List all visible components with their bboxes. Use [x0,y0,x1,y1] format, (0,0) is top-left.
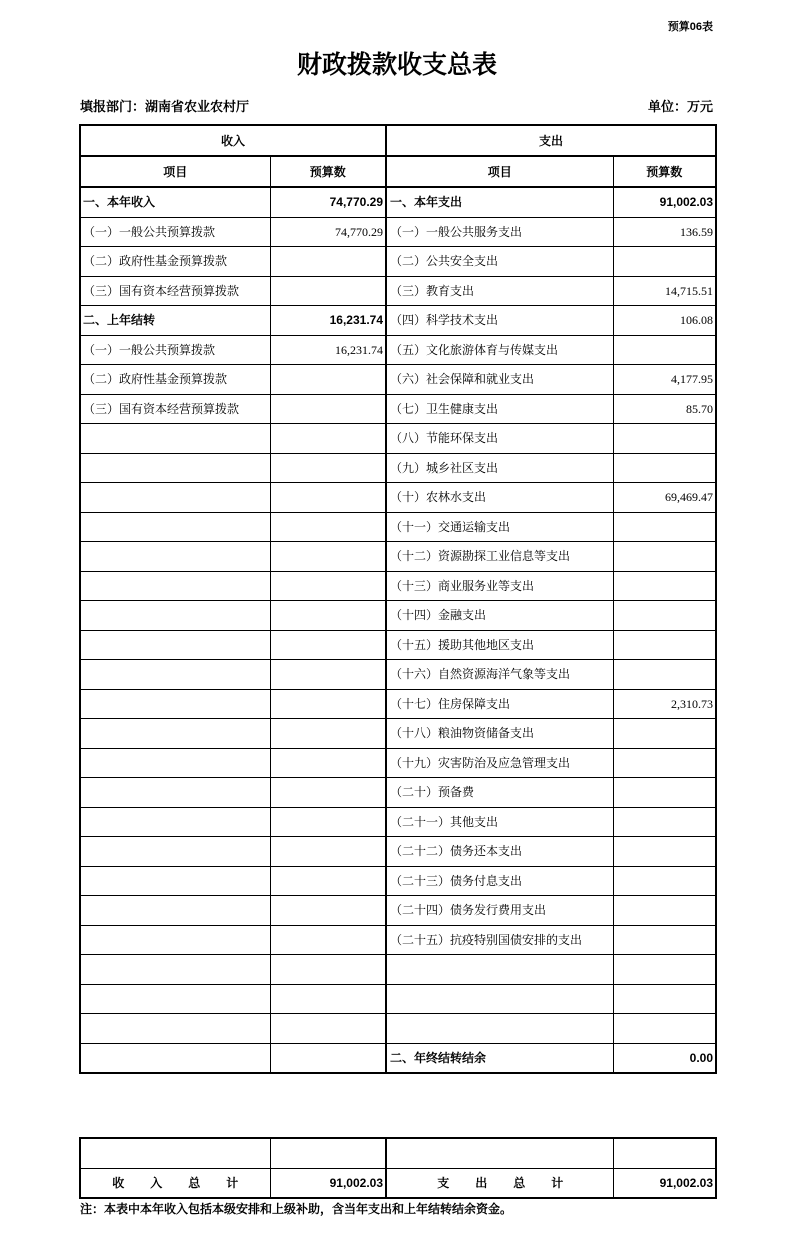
table-row [80,807,716,837]
income-item-cell: （三）国有资本经营预算拨款 [80,276,270,306]
income-item-cell [80,571,270,601]
expense-amount-cell [613,955,716,985]
income-amount-cell [270,660,386,690]
table-row [80,306,716,336]
expense-amount-cell [613,778,716,808]
income-amount-cell: 74,770.29 [270,187,386,217]
expense-item-cell: （八）节能环保支出 [386,424,613,454]
table-row [80,512,716,542]
table-row [80,571,716,601]
page-title: 财政拨款收支总表 [296,51,497,79]
empty-cell [613,1138,716,1168]
expense-item-cell: （九）城乡社区支出 [386,453,613,483]
income-amount-cell [270,866,386,896]
table-row [80,424,716,454]
budget-table [79,124,717,1074]
table-row [80,984,716,1014]
expense-item-cell: （十八）粮油物资储备支出 [386,719,613,749]
income-amount-cell [270,630,386,660]
empty-cell [270,1138,386,1168]
income-item-cell [80,483,270,513]
table-row [80,601,716,631]
expense-item-cell: （二十三）债务付息支出 [386,866,613,896]
table-row [80,689,716,719]
income-item-cell: 二、上年结转 [80,306,270,336]
income-amount-cell [270,925,386,955]
income-total-value: 91,002.03 [270,1168,386,1198]
income-amount-cell [270,424,386,454]
table-row [80,247,716,277]
income-item-cell [80,955,270,985]
income-amount-cell [270,247,386,277]
table-row [80,896,716,926]
income-amount-cell [270,955,386,985]
income-item-cell: （二）政府性基金预算拨款 [80,247,270,277]
income-item-cell: （一）一般公共预算拨款 [80,217,270,247]
table-row [80,365,716,395]
expense-item-cell [386,984,613,1014]
expense-item-cell: （七）卫生健康支出 [386,394,613,424]
expense-item-cell: （十五）援助其他地区支出 [386,630,613,660]
expense-amount-cell [613,630,716,660]
income-item-cell [80,778,270,808]
income-amount-cell [270,984,386,1014]
expense-amount-cell [613,748,716,778]
expense-item-cell [386,955,613,985]
income-item-cell [80,925,270,955]
expense-total-value: 91,002.03 [613,1168,716,1198]
table-row [80,1043,716,1073]
expense-amount-cell: 91,002.03 [613,187,716,217]
income-amount-cell [270,601,386,631]
income-amount-cell [270,571,386,601]
income-section-header: 收入 [80,125,386,156]
income-item-cell [80,837,270,867]
income-amount-cell [270,748,386,778]
expense-item-cell: （十三）商业服务业等支出 [386,571,613,601]
expense-item-cell: （十九）灾害防治及应急管理支出 [386,748,613,778]
income-amount-cell: 74,770.29 [270,217,386,247]
income-amount-cell [270,778,386,808]
expense-item-cell: （十四）金融支出 [386,601,613,631]
expense-amount-cell [613,571,716,601]
income-amount-cell: 16,231.74 [270,335,386,365]
expense-item-cell: （六）社会保障和就业支出 [386,365,613,395]
income-total-label: 收 入 总 计 [80,1168,270,1198]
empty-cell [386,1138,613,1168]
unit-label: 单位：万元 [647,99,713,114]
expense-item-cell [386,1014,613,1044]
table-row [80,217,716,247]
table-row [80,1138,716,1168]
expense-item-cell: 一、本年支出 [386,187,613,217]
expense-item-cell: （二十一）其他支出 [386,807,613,837]
expense-amount-cell [613,512,716,542]
income-amount-cell [270,837,386,867]
table-row [80,660,716,690]
expense-amount-cell [613,837,716,867]
table-row [80,394,716,424]
table-row [80,542,716,572]
income-item-header: 项目 [80,156,270,187]
expense-item-cell: （十一）交通运输支出 [386,512,613,542]
income-item-cell [80,1014,270,1044]
income-item-cell [80,689,270,719]
income-amount-header: 预算数 [270,156,386,187]
footnote: 注：本表中本年收入包括本级安排和上级补助，含当年支出和上年结转结余资金。 [80,1202,513,1216]
income-item-cell [80,896,270,926]
table-code: 预算06表 [667,21,713,33]
table-row [80,925,716,955]
expense-total-label: 支 出 总 计 [386,1168,613,1198]
income-amount-cell [270,512,386,542]
income-item-cell: （三）国有资本经营预算拨款 [80,394,270,424]
expense-amount-cell [613,424,716,454]
table-row [80,483,716,513]
income-amount-cell [270,1043,386,1073]
expense-section-header: 支出 [386,125,716,156]
income-amount-cell: 16,231.74 [270,306,386,336]
table-row [80,187,716,217]
income-amount-cell [270,689,386,719]
expense-amount-cell [613,925,716,955]
table-row [80,719,716,749]
column-header-row [80,156,716,187]
expense-amount-cell [613,984,716,1014]
income-item-cell: 一、本年收入 [80,187,270,217]
expense-amount-cell [613,601,716,631]
income-amount-cell [270,1014,386,1044]
table-row [80,335,716,365]
section-header-row [80,125,716,156]
expense-item-cell: （五）文化旅游体育与传媒支出 [386,335,613,365]
expense-amount-cell: 69,469.47 [613,483,716,513]
expense-item-cell: 二、年终结转结余 [386,1043,613,1073]
expense-amount-cell: 4,177.95 [613,365,716,395]
expense-item-header: 项目 [386,156,613,187]
expense-item-cell: （十）农林水支出 [386,483,613,513]
income-item-cell [80,542,270,572]
income-item-cell [80,748,270,778]
table-row [80,630,716,660]
table-row [80,453,716,483]
expense-amount-cell: 0.00 [613,1043,716,1073]
table-row [80,778,716,808]
income-item-cell [80,424,270,454]
expense-item-cell: （四）科学技术支出 [386,306,613,336]
income-item-cell [80,630,270,660]
expense-amount-header: 预算数 [613,156,716,187]
income-amount-cell [270,542,386,572]
totals-row [80,1168,716,1198]
income-amount-cell [270,365,386,395]
expense-amount-cell: 85.70 [613,394,716,424]
income-amount-cell [270,394,386,424]
income-amount-cell [270,807,386,837]
table-row [80,955,716,985]
income-item-cell [80,807,270,837]
income-item-cell: （二）政府性基金预算拨款 [80,365,270,395]
table-row [80,1014,716,1044]
expense-amount-cell [613,247,716,277]
expense-amount-cell [613,660,716,690]
expense-amount-cell: 14,715.51 [613,276,716,306]
expense-amount-cell: 2,310.73 [613,689,716,719]
table-row [80,837,716,867]
income-item-cell [80,984,270,1014]
income-item-cell [80,512,270,542]
expense-item-cell: （二十二）债务还本支出 [386,837,613,867]
expense-item-cell: （十七）住房保障支出 [386,689,613,719]
expense-amount-cell [613,866,716,896]
expense-item-cell: （二十五）抗疫特别国债安排的支出 [386,925,613,955]
expense-item-cell: （十六）自然资源海洋气象等支出 [386,660,613,690]
expense-amount-cell [613,896,716,926]
empty-cell [80,1138,270,1168]
income-amount-cell [270,483,386,513]
expense-amount-cell [613,1014,716,1044]
income-amount-cell [270,719,386,749]
expense-item-cell: （一）一般公共服务支出 [386,217,613,247]
income-item-cell [80,453,270,483]
table-row [80,276,716,306]
expense-item-cell: （二十）预备费 [386,778,613,808]
expense-amount-cell [613,542,716,572]
expense-amount-cell [613,807,716,837]
expense-amount-cell [613,335,716,365]
expense-amount-cell [613,719,716,749]
income-item-cell: （一）一般公共预算拨款 [80,335,270,365]
income-item-cell [80,660,270,690]
income-amount-cell [270,896,386,926]
expense-amount-cell [613,453,716,483]
income-amount-cell [270,453,386,483]
expense-amount-cell: 106.08 [613,306,716,336]
income-amount-cell [270,276,386,306]
income-item-cell [80,866,270,896]
expense-item-cell: （十二）资源勘探工业信息等支出 [386,542,613,572]
income-item-cell [80,601,270,631]
expense-item-cell: （二）公共安全支出 [386,247,613,277]
expense-item-cell: （二十四）债务发行费用支出 [386,896,613,926]
table-row [80,866,716,896]
totals-table [79,1137,717,1199]
table-row [80,748,716,778]
income-item-cell [80,1043,270,1073]
expense-amount-cell: 136.59 [613,217,716,247]
expense-item-cell: （三）教育支出 [386,276,613,306]
income-item-cell [80,719,270,749]
reporting-department: 填报部门：湖南省农业农村厅 [80,99,250,114]
